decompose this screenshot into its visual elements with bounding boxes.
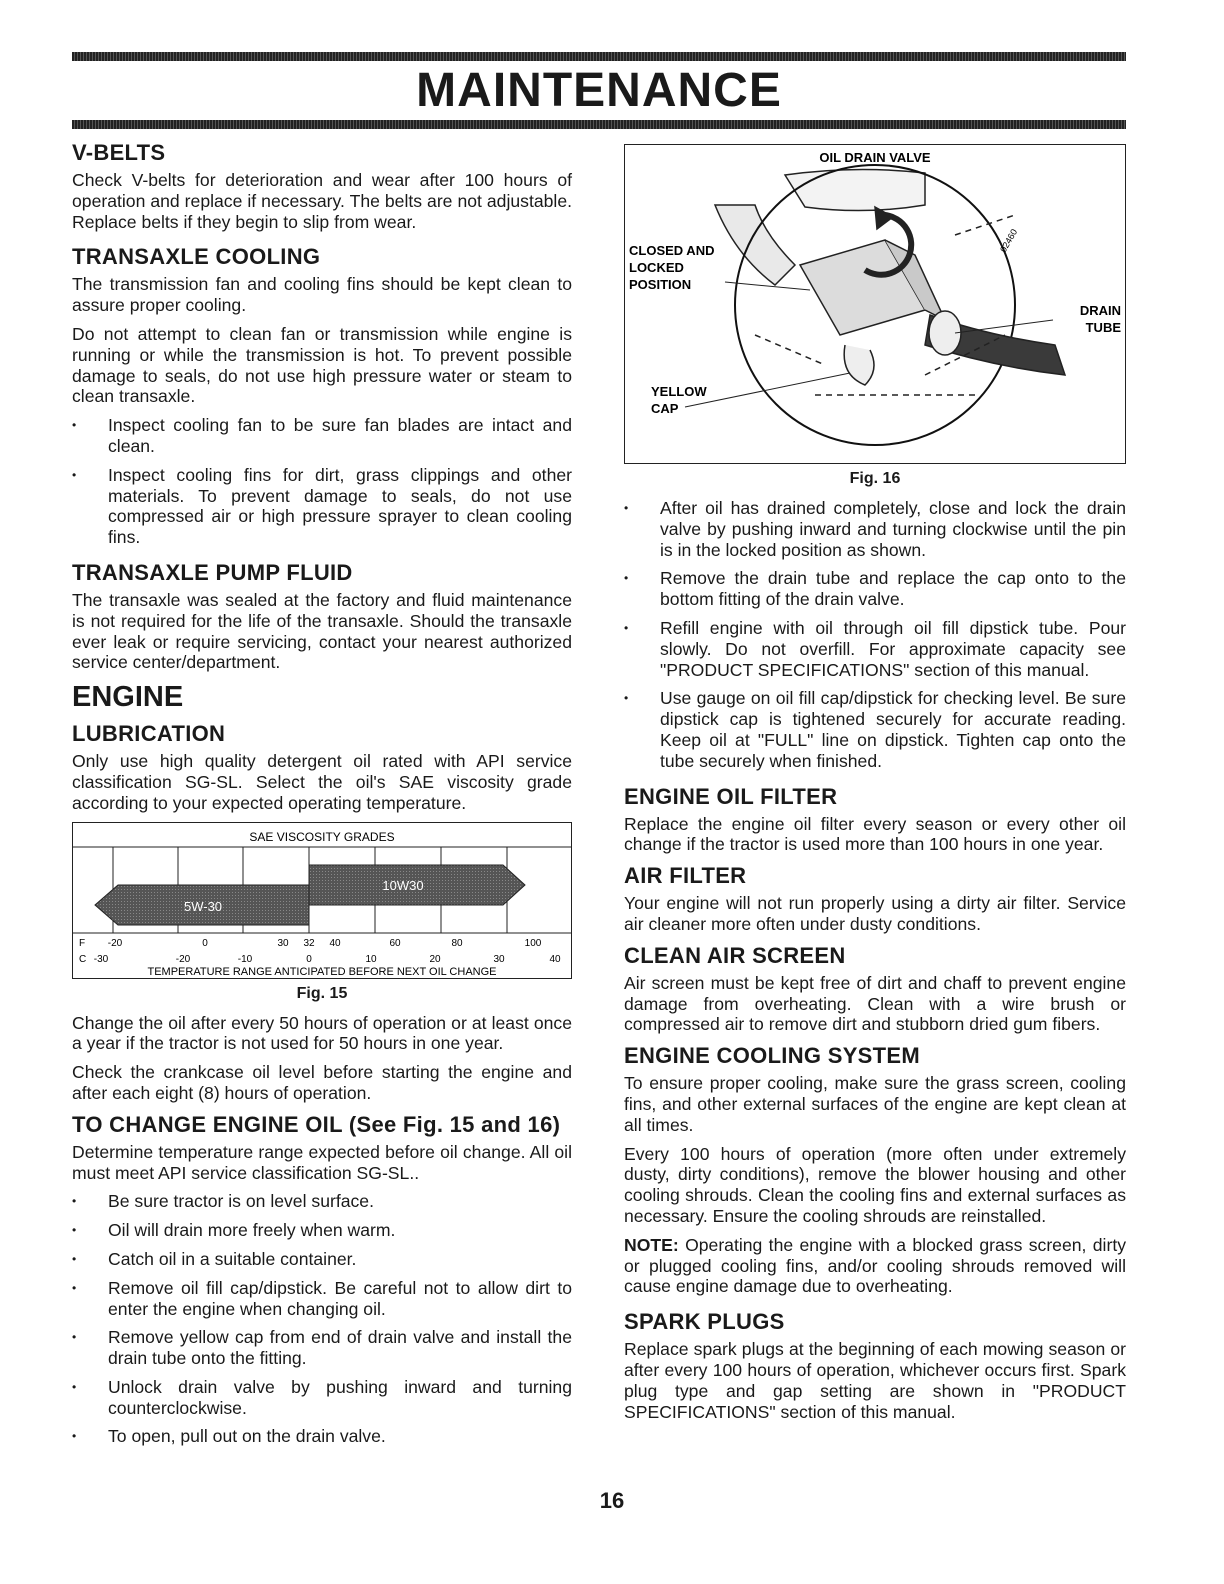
viscosity-chart-svg (73, 823, 571, 978)
fahrenheit-label: F (79, 937, 86, 949)
celsius-label: C (79, 953, 87, 965)
label-position: POSITION (629, 277, 692, 292)
page-number: 16 (599, 1488, 625, 1513)
f-tick: 40 (329, 937, 341, 949)
cooling-system-text-1: To ensure proper cooling, make sure the grass screen, cooling fins, and other external surfaces of the engine are kept clean at all times. (624, 1073, 1126, 1135)
header-rule-top (72, 52, 1126, 61)
fig15-caption: Fig. 15 (296, 984, 348, 1002)
label-yellow: YELLOW (651, 384, 707, 399)
oil-drain-figure (624, 144, 1126, 464)
crankcase-check-text: Check the crankcase oil level before starting the engine and after each eight (8) hours of operation. (72, 1062, 572, 1103)
engine-heading: ENGINE (72, 681, 184, 714)
list-item: • Use gauge on oil fill cap/dipstick for checking level. Be sure dipstick cap is tightened securely for accurate reading. Keep oil at "FULL" line on dipstick. Tighten cap onto the tube securely when finished. (624, 688, 1126, 771)
list-item: • Unlock drain valve by pushing inward and turning counterclockwise. (72, 1377, 572, 1419)
oil-change-interval-text: Change the oil after every 50 hours of operation or at least once a year if the tractor is not used for 50 hours in one year. (72, 1012, 572, 1054)
note-label: NOTE: (624, 1234, 679, 1255)
label-oil-drain-valve: OIL DRAIN VALVE (819, 150, 931, 165)
spark-plugs-heading: SPARK PLUGS (624, 1309, 785, 1335)
drain-steps-list (624, 498, 1126, 772)
part-number: 02460 (998, 227, 1020, 254)
c-tick: -30 (93, 953, 109, 965)
transaxle-cooling-list (72, 415, 572, 548)
viscosity-title: SAE VISCOSITY GRADES (249, 829, 395, 844)
list-item: • To open, pull out on the drain valve. (72, 1426, 572, 1447)
air-filter-heading: AIR FILTER (624, 863, 747, 889)
cooling-system-text-2: Every 100 hours of operation (more often under extremely dusty, dirty conditions), remove the blower housing and other cooling shrouds. Clean the cooling fins and external surfaces as necessary. Ensure the cooling shrouds are reinstalled. (624, 1143, 1126, 1226)
lubrication-heading: LUBRICATION (72, 721, 226, 747)
list-item: • Inspect cooling fins for dirt, grass clippings and other materials. To prevent damage to seals, do not use compressed air or high pressure sprayer to clean cooling fins. (72, 465, 572, 548)
air-screen-text: Air screen must be kept free of dirt and chaff to prevent engine damage from overheating. Clean with a wire brush or compressed air to remove dirt and stubborn dried gum fibers. (624, 972, 1126, 1035)
fig16-caption: Fig. 16 (849, 470, 901, 487)
c-tick: 20 (429, 953, 441, 965)
header-rule-bottom (72, 120, 1126, 129)
label-tube: TUBE (1085, 320, 1121, 335)
oil-drain-illustration (625, 145, 1125, 463)
label-closed-and: CLOSED AND (629, 243, 715, 258)
transaxle-cooling-heading: TRANSAXLE COOLING (72, 244, 321, 270)
c-tick: 0 (306, 953, 312, 965)
right-column (624, 144, 1126, 1430)
f-tick: -20 (107, 937, 123, 949)
f-tick: 80 (451, 937, 463, 949)
list-item: • Oil will drain more freely when warm. (72, 1220, 572, 1241)
f-tick: 32 (303, 937, 315, 949)
list-item: • Remove yellow cap from end of drain valve and install the drain tube onto the fitting. (72, 1327, 572, 1369)
page-title: MAINTENANCE (416, 64, 782, 117)
label-drain: DRAIN (1079, 303, 1121, 318)
list-item: • Remove oil fill cap/dipstick. Be careful not to allow dirt to enter the engine when changing oil. (72, 1278, 572, 1320)
cooling-system-heading: ENGINE COOLING SYSTEM (624, 1043, 920, 1069)
oil-filter-text: Replace the engine oil filter every season or every other oil change if the tractor is used more than 100 hours in one year. (624, 813, 1126, 855)
list-item: • Catch oil in a suitable container. (72, 1249, 572, 1270)
f-tick: 0 (202, 937, 208, 949)
c-tick: -20 (175, 953, 191, 965)
air-filter-text: Your engine will not run properly using a dirty air filter. Service air cleaner more often under dusty conditions. (624, 893, 1126, 934)
pump-fluid-text: The transaxle was sealed at the factory and fluid maintenance is not required for the life of the transaxle. Should the transaxle ever leak or require servicing, contact your nearest authorized service center/department. (72, 589, 572, 673)
change-oil-text: Determine temperature range expected before oil change. All oil must meet API service classification SG-SL.. (72, 1141, 572, 1183)
viscosity-footer: TEMPERATURE RANGE ANTICIPATED BEFORE NEXT OIL CHANGE (147, 965, 497, 978)
grade-5w30-label: 5W-30 (183, 898, 223, 914)
c-tick: -10 (237, 953, 253, 965)
grade-10w30-label: 10W30 (382, 877, 424, 893)
list-item: • Remove the drain tube and replace the cap onto to the bottom fitting of the drain valve. (624, 568, 1126, 610)
pump-fluid-heading: TRANSAXLE PUMP FLUID (72, 559, 353, 585)
note-text: Operating the engine with a blocked grass screen, dirty or plugged cooling fins, and/or cooling shrouds removed will cause engine damage due to overheating. (624, 1234, 1126, 1297)
f-tick: 60 (389, 937, 401, 949)
c-tick: 40 (549, 953, 561, 965)
c-tick: 30 (493, 953, 505, 965)
viscosity-chart (72, 822, 572, 979)
label-cap: CAP (651, 401, 679, 416)
left-column (72, 140, 572, 1455)
f-tick: 100 (524, 937, 542, 949)
list-item: • After oil has drained completely, close and lock the drain valve by pushing inward and turning clockwise until the pin is in the locked position as shown. (624, 498, 1126, 560)
label-locked: LOCKED (629, 260, 684, 275)
transaxle-cooling-text-1: The transmission fan and cooling fins should be kept clean to assure proper cooling. (72, 274, 572, 316)
oil-filter-heading: ENGINE OIL FILTER (624, 783, 838, 809)
spark-plugs-text: Replace spark plugs at the beginning of each mowing season or after every 100 hours of operation, whichever occurs first. Spark plug type and gap setting are shown in "PRODUCT SPECIFICATIONS" section of this manual. (624, 1339, 1126, 1422)
transaxle-cooling-text-2: Do not attempt to clean fan or transmission while engine is running or while the transmission is hot. To prevent possible damage to seals, do not use high pressure water or steam to clean transaxle. (72, 323, 572, 407)
cooling-note (624, 1235, 1126, 1297)
change-oil-list (72, 1191, 572, 1447)
vbelts-heading: V-BELTS (72, 140, 166, 165)
list-item: • Inspect cooling fan to be sure fan blades are intact and clean. (72, 415, 572, 457)
list-item: • Refill engine with oil through oil fill dipstick tube. Pour slowly. Do not overfill. For approximate capacity see "PRODUCT SPECIFICATIONS" section of this manual. (624, 618, 1126, 680)
vbelts-text: Check V-belts for deterioration and wear after 100 hours of operation and replace if necessary. The belts are not adjustable. Replace belts if they begin to slip from wear. (72, 170, 572, 232)
f-tick: 30 (277, 937, 289, 949)
lubrication-text: Only use high quality detergent oil rated with API service classification SG-SL. Select the oil's SAE viscosity grade according to your expected operating temperature. (72, 751, 572, 813)
c-tick: 10 (365, 953, 377, 965)
list-item: • Be sure tractor is on level surface. (72, 1191, 572, 1212)
air-screen-heading: CLEAN AIR SCREEN (624, 942, 846, 968)
change-oil-heading: TO CHANGE ENGINE OIL (See Fig. 15 and 16) (72, 1111, 561, 1137)
